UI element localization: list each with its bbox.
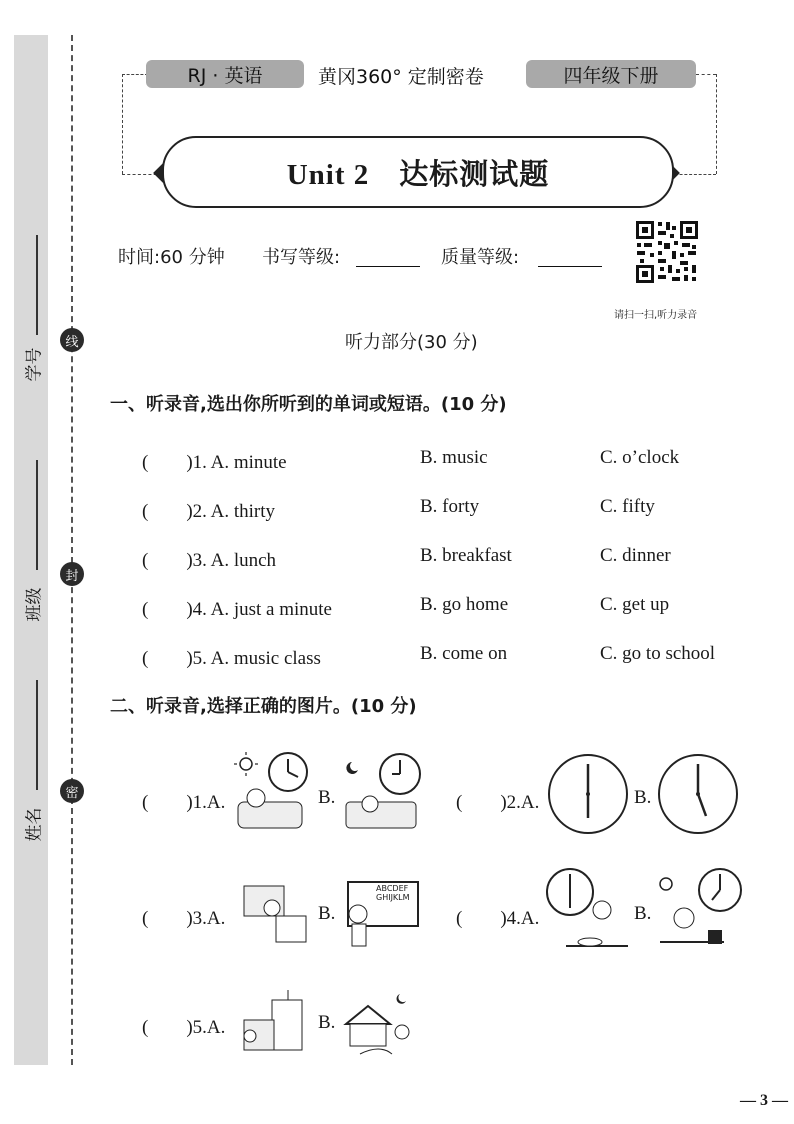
s1-q4-a[interactable]: ( )4. A. just a minute [142,599,332,620]
s1-q3-c: C. dinner [600,545,671,566]
binding-dashed-line [71,35,73,1065]
s1-q2-c: C. fifty [600,496,655,517]
header-dash-right [696,74,716,75]
s2-q4-label[interactable]: ( )4.A. [456,908,540,929]
subject-pill: RJ · 英语 [146,60,304,88]
s1-q1-c: C. o’clock [600,447,680,468]
section2-title: 二、听录音,选择正确的图片。(10 分) [110,696,417,717]
title-box [162,136,674,208]
seal-mi: 密 [60,779,84,803]
page-number: — 3 — [740,1092,788,1109]
header-dash-left [122,74,148,75]
s2-q3-a-picture[interactable] [236,880,314,946]
s2-q2-a-clock-icon[interactable] [546,752,630,836]
qr-code-icon[interactable] [634,219,700,285]
s1-q3-a[interactable]: ( )3. A. lunch [142,550,277,571]
s2-q5-label[interactable]: ( )5.A. [142,1017,226,1038]
page-title: Unit 2 达标测试题 [286,158,550,191]
s2-q1-b-label: B. [318,787,336,808]
s2-q4-b-picture[interactable] [654,866,744,954]
s1-q5-c: C. go to school [600,643,716,664]
binding-strip [14,35,48,1065]
quality-grade-blank[interactable] [538,266,602,267]
s1-q5-a[interactable]: ( )5. A. music class [142,648,321,669]
blackboard-text: ABCDEF GHIJKLM [376,884,410,902]
seal-xian: 线 [60,328,84,352]
s2-q1-a-picture[interactable] [232,750,310,832]
s2-q1-b-picture[interactable] [340,750,424,832]
name-label: 姓名 [24,807,45,842]
s2-q3-label[interactable]: ( )3.A. [142,908,226,929]
student-no-line [36,235,38,335]
writing-grade-label: 书写等级: [262,247,341,268]
grade-pill: 四年级下册 [526,60,696,88]
quality-grade-label: 质量等级: [441,247,520,268]
s2-q2-b-label: B. [634,787,652,808]
s1-q4-b: B. go home [420,594,509,615]
brand-text: 黄冈360° 定制密卷 [318,66,484,88]
s2-q5-b-home-picture[interactable] [340,988,424,1062]
section1-title: 一、听录音,选出你所听到的单词或短语。(10 分) [110,394,507,415]
class-label: 班级 [24,587,45,622]
header-dash-right-v [716,74,717,174]
s2-q3-b-label: B. [318,903,336,924]
s2-q2-label[interactable]: ( )2.A. [456,792,540,813]
s2-q5-a-school-picture[interactable] [236,990,308,1058]
s1-q3-b: B. breakfast [420,545,512,566]
s1-q1-a[interactable]: ( )1. A. minute [142,452,287,473]
s2-q4-b-label: B. [634,903,652,924]
s2-q1-label[interactable]: ( )1.A. [142,792,226,813]
s1-q1-b: B. music [420,447,488,468]
s1-q4-c: C. get up [600,594,670,615]
s1-q5-b: B. come on [420,643,508,664]
listening-title: 听力部分(30 分) [345,332,478,353]
header-dash-left-v [122,74,123,174]
qr-caption: 请扫一扫,听力录音 [614,310,698,321]
s1-q2-b: B. forty [420,496,480,517]
class-line [36,460,38,570]
student-no-label: 学号 [24,347,45,382]
name-line [36,680,38,790]
writing-grade-blank[interactable] [356,266,420,267]
seal-feng: 封 [60,562,84,586]
time-text: 时间:60 分钟 [118,247,225,268]
s2-q5-b-label: B. [318,1012,336,1033]
s2-q2-b-clock-icon[interactable] [656,752,740,836]
s2-q4-a-picture[interactable] [546,866,630,958]
s1-q2-a[interactable]: ( )2. A. thirty [142,501,275,522]
